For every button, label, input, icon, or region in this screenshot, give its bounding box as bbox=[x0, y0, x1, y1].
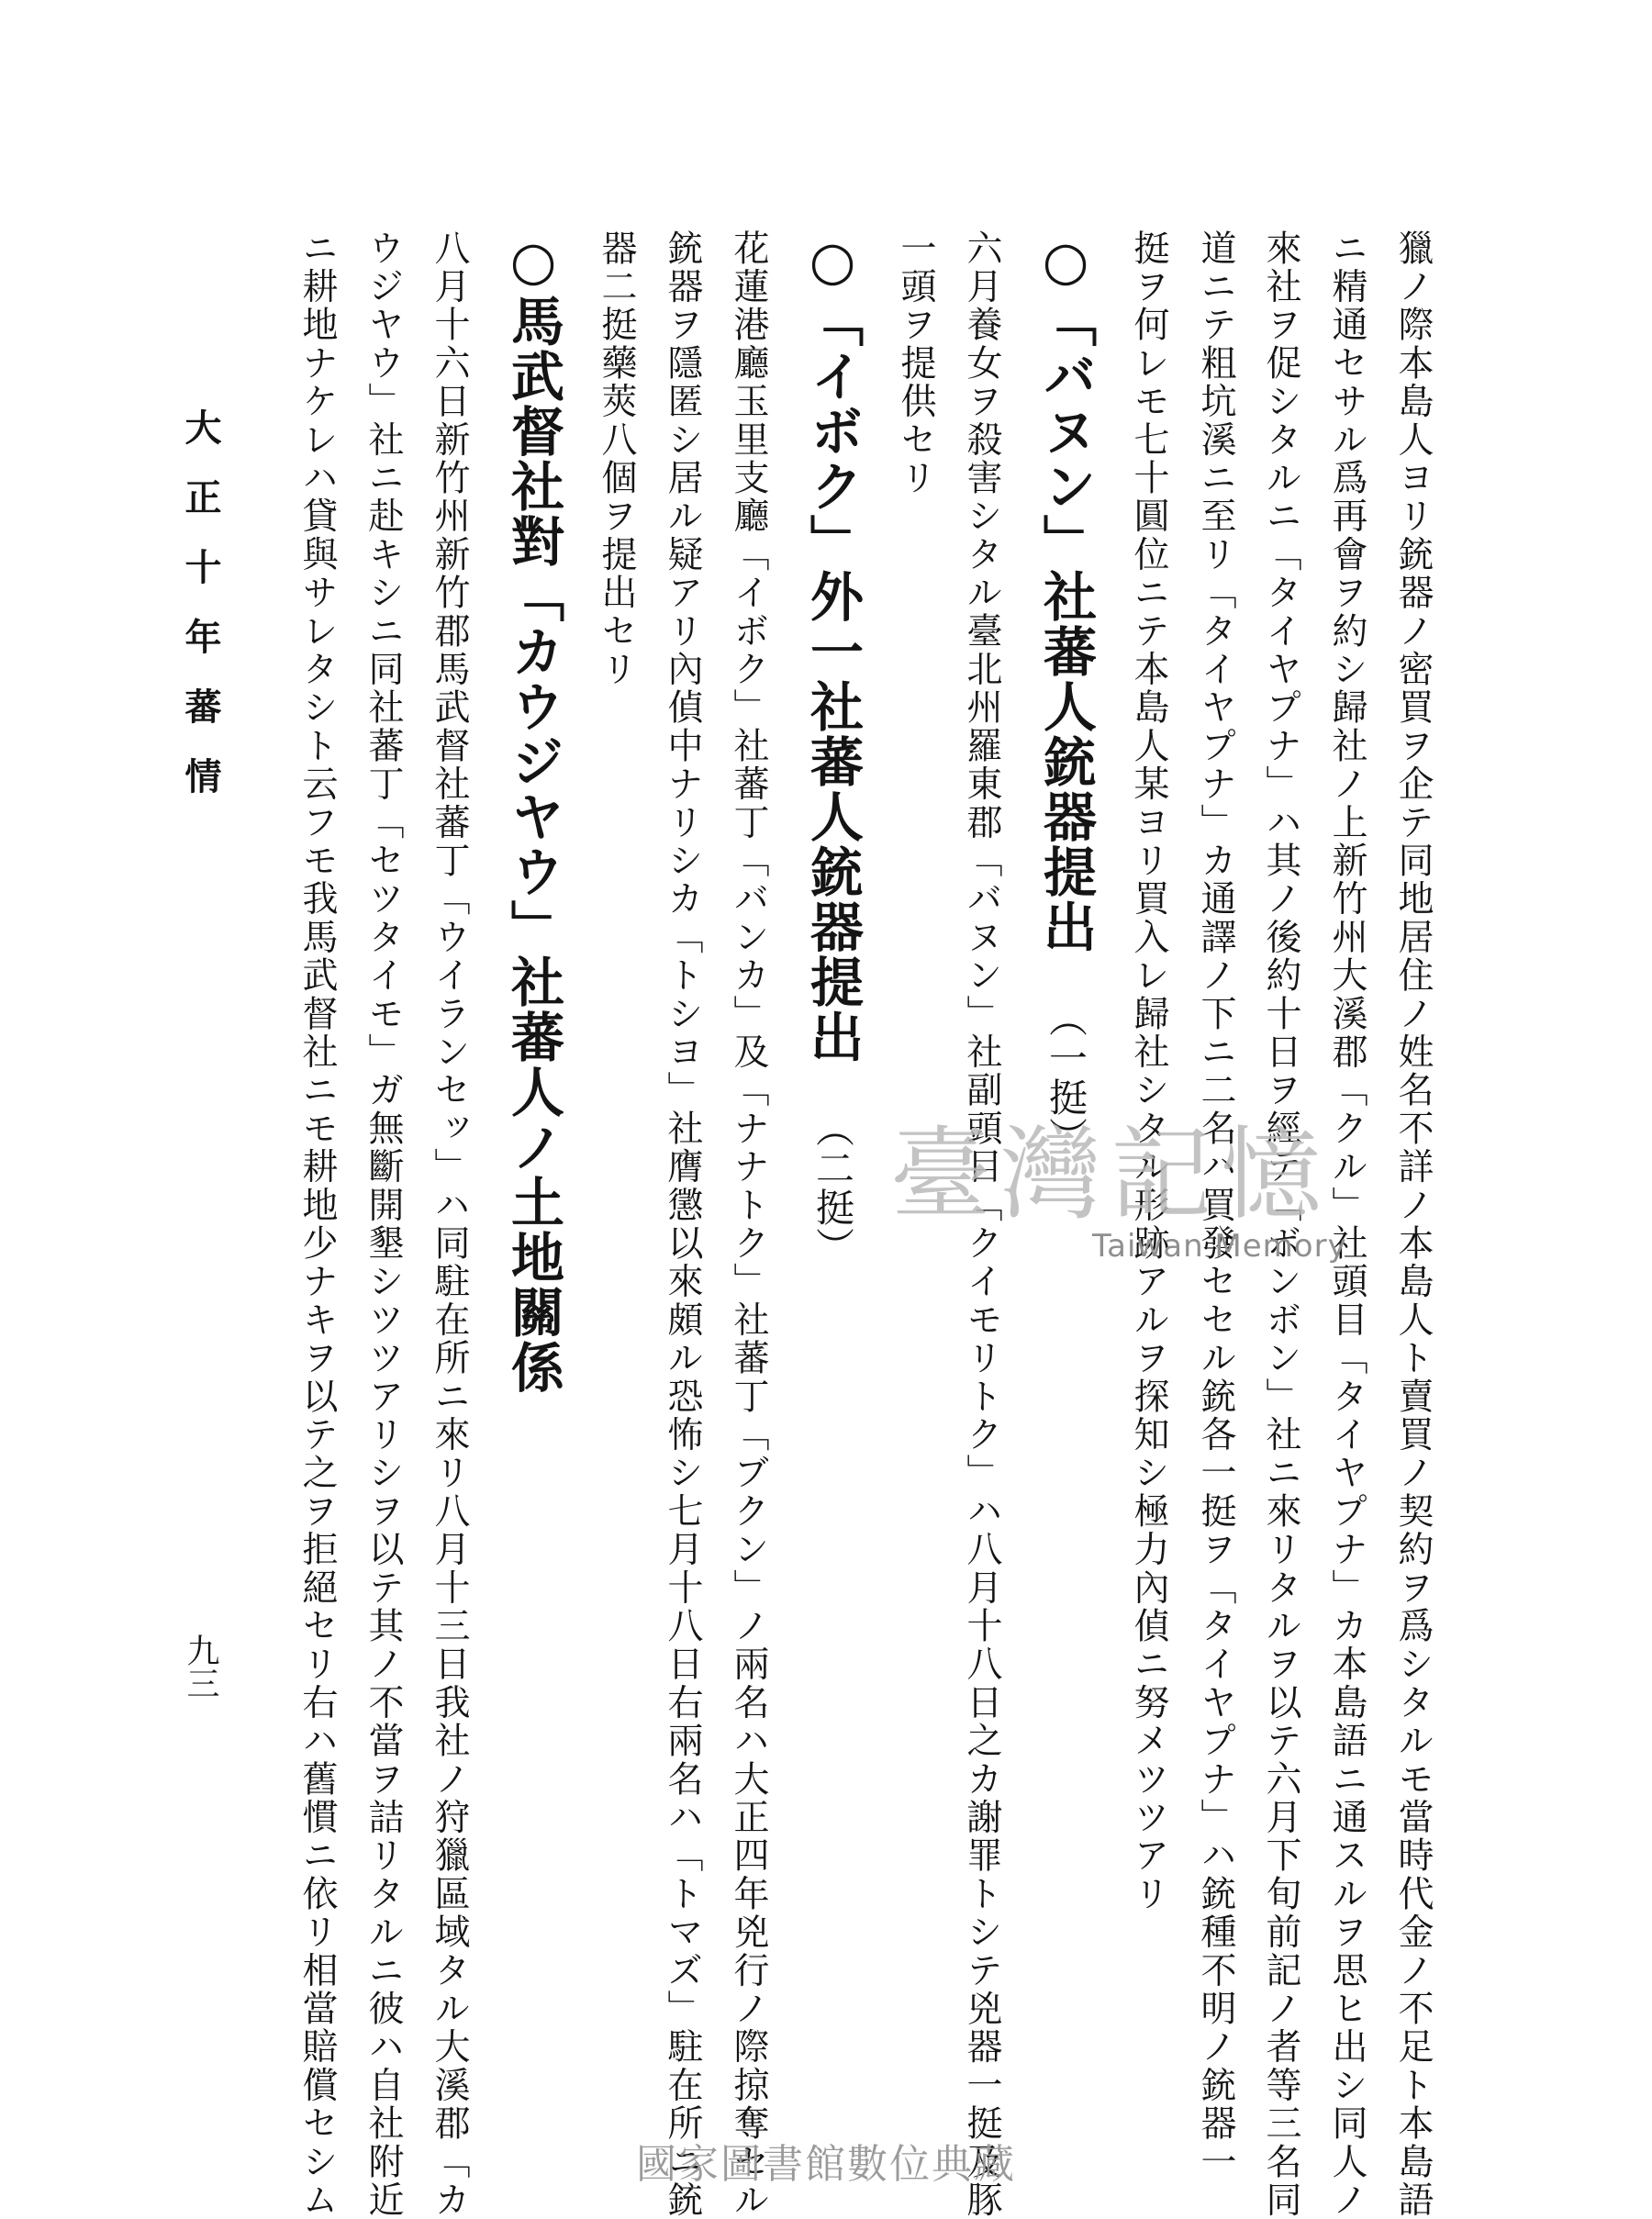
text-column-12: ウジヤウ」社ニ赴キシニ同社蕃丁「セツタイモ」ガ無斷開墾シツツアリシヲ以テ其ノ不當ヲ詰リタルニ彼ハ自社附近 bbox=[363, 229, 404, 2219]
section-heading-banun-title: 「バヌン」社蕃人銃器提出 bbox=[1034, 294, 1097, 954]
text-column-5: 挺ヲ何レモ七十圓位ニテ本島人某ヨリ買入レ歸社シタル形跡アルヲ探知シ極力內偵ニ努メツツアリ bbox=[1128, 229, 1169, 1913]
text-column-11: 八月十六日新竹州新竹郡馬武督社蕃丁「ウイランセッ」ハ同駐在所ニ來リ八月十三日我社ノ狩獵區域タル大溪郡「カ bbox=[429, 229, 470, 2219]
text-column-1: 獵ノ際本島人ヨリ銃器ノ密買ヲ企テ同地居住ノ姓名不詳ノ本島人ト賣買ノ契約ヲ爲シタルモ當時代金ノ不足ト本島語 bbox=[1392, 229, 1434, 2219]
text-column-10: 器二挺藥莢八個ヲ提出セリ bbox=[596, 229, 637, 689]
section-heading-iboku bbox=[801, 229, 864, 1266]
circle-mark-icon: ○ bbox=[502, 229, 564, 294]
section-heading-banun-count: （一挺） bbox=[1044, 998, 1088, 1156]
watermark-en: Taiwan Memory bbox=[1092, 1228, 1347, 1265]
text-column-6: 六月養女ヲ殺害シタル臺北州羅東郡「バヌン」社副頭目「クイモリトク」ハ八月十八日之カ謝罪トシテ兇器一挺及豚 bbox=[961, 229, 1002, 2219]
circle-mark-icon: ○ bbox=[801, 229, 864, 294]
section-heading-iboku-count: （二挺） bbox=[810, 1109, 855, 1266]
text-column-9: 銃器ヲ隱匿シ居ル疑アリ內偵中ナリシカ「トシヨ」社膺懲以來頗ル恐怖シ七月十八日右兩名ハ「トマズ」駐在所ニ銃 bbox=[662, 229, 703, 2219]
text-column-4: 道ニテ粗坑溪ニ至リ「タイヤプナ」カ通譯ノ下ニ二名ハ買發セセル銃各一挺ヲ「タイヤプナ」ハ銃種不明ノ銃器一 bbox=[1195, 229, 1236, 2181]
running-header: 大正十年蕃情 bbox=[179, 408, 222, 827]
text-column-3: 來社ヲ促シタルニ「タイヤプナ」ハ其ノ後約十日ヲ經テ「ボンボン」社ニ來リタルヲ以テ六月下旬前記ノ者等三名同 bbox=[1260, 229, 1301, 2219]
section-heading-mabutoku bbox=[502, 229, 564, 1395]
text-column-7: 一頭ヲ提供セリ bbox=[895, 229, 936, 497]
circle-mark-icon: ○ bbox=[1034, 229, 1097, 294]
section-heading-iboku-title: 「イボク」外一社蕃人銃器提出 bbox=[801, 294, 864, 1065]
text-column-8: 花蓮港廳玉里支廳「イボク」社蕃丁「バンカ」及「ナナトク」社蕃丁「ブクン」ノ兩名ハ大正四年兇行ノ際掠奪セル bbox=[728, 229, 769, 2219]
text-column-2: ニ精通セサル爲再會ヲ約シ歸社ノ上新竹州大溪郡「クル」社頭目「タイヤプナ」カ本島語ニ通スルヲ思ヒ出シ同人ノ bbox=[1326, 229, 1367, 2219]
watermark-cjk: 臺灣記憶 bbox=[890, 1116, 1331, 1233]
text-column-13: ニ耕地ナケレハ貸與サレタシト云フモ我馬武督社ニモ耕地少ナキヲ以テ之ヲ拒絕セリ右ハ舊慣ニ依リ相當賠償セシム bbox=[296, 229, 338, 2219]
section-heading-banun bbox=[1034, 229, 1097, 1156]
watermark bbox=[826, 1116, 1395, 1276]
page-number: 九三 bbox=[182, 1634, 219, 1700]
footer-credit: 國家圖書館數位典藏 bbox=[636, 2141, 1016, 2188]
section-heading-mabutoku-title: 馬武督社對「カウジヤウ」社蕃人ノ土地關係 bbox=[502, 294, 564, 1395]
